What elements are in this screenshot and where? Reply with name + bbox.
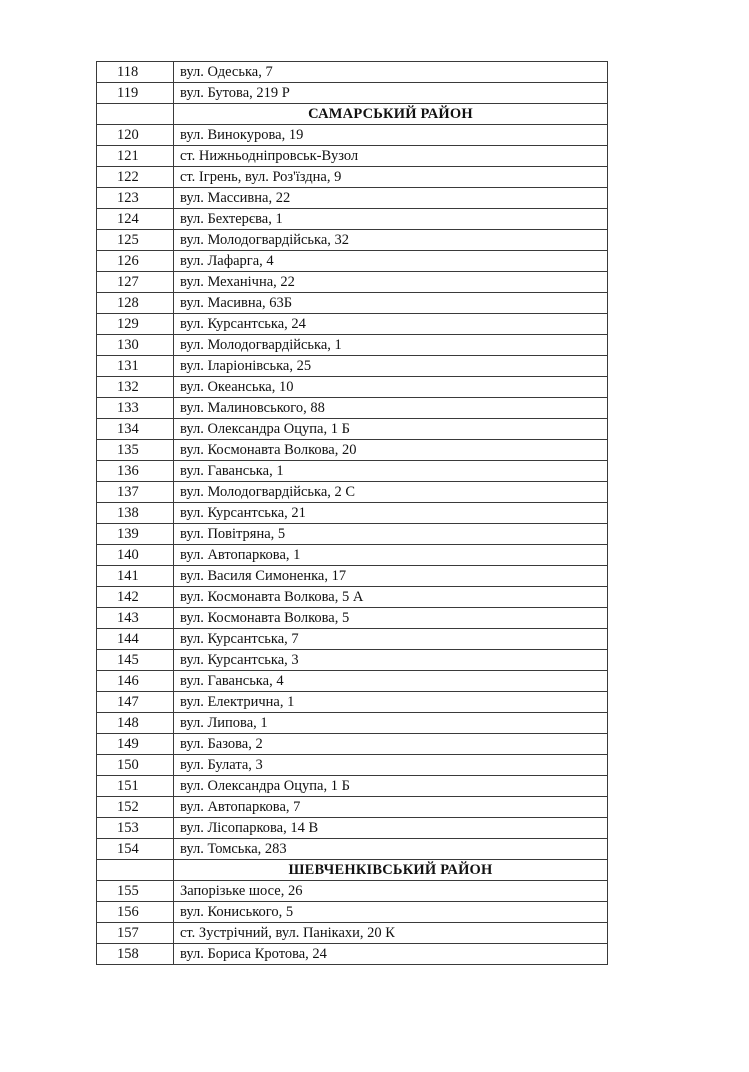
table-row [97,881,608,902]
row-address: вул. Механічна, 22 [174,272,608,293]
row-number: 142 [97,587,174,608]
row-address: вул. Булата, 3 [174,755,608,776]
row-address: вул. Василя Симоненка, 17 [174,566,608,587]
row-address: вул. Космонавта Волкова, 5 [174,608,608,629]
table-row [97,524,608,545]
row-address: вул. Автопаркова, 7 [174,797,608,818]
district-header-row [97,104,608,125]
row-number: 139 [97,524,174,545]
row-address: вул. Лафарга, 4 [174,251,608,272]
row-number: 156 [97,902,174,923]
district-number-cell [97,104,174,125]
row-address: вул. Океанська, 10 [174,377,608,398]
table-row [97,587,608,608]
table-row [97,650,608,671]
table-row [97,356,608,377]
row-address: вул. Винокурова, 19 [174,125,608,146]
address-table [96,61,608,965]
row-address: вул. Гаванська, 1 [174,461,608,482]
table-row [97,545,608,566]
table-row [97,440,608,461]
table-row [97,188,608,209]
row-number: 137 [97,482,174,503]
row-number: 150 [97,755,174,776]
table-row [97,398,608,419]
row-number: 144 [97,629,174,650]
table-row [97,671,608,692]
table-row [97,566,608,587]
row-number: 152 [97,797,174,818]
table-row [97,776,608,797]
row-address: вул. Курсантська, 7 [174,629,608,650]
row-address: ст. Нижньодніпровськ-Вузол [174,146,608,167]
row-number: 153 [97,818,174,839]
row-number: 118 [97,62,174,83]
address-table-body [97,62,608,965]
row-address: ст. Ігрень, вул. Роз'їздна, 9 [174,167,608,188]
row-address: вул. Малиновського, 88 [174,398,608,419]
row-number: 129 [97,314,174,335]
table-row [97,251,608,272]
row-number: 148 [97,713,174,734]
district-number-cell [97,860,174,881]
row-address: вул. Курсантська, 21 [174,503,608,524]
table-row [97,83,608,104]
row-number: 141 [97,566,174,587]
table-row [97,755,608,776]
row-number: 120 [97,125,174,146]
row-number: 146 [97,671,174,692]
row-number: 125 [97,230,174,251]
row-address: вул. Іларіонівська, 25 [174,356,608,377]
row-address: вул. Автопаркова, 1 [174,545,608,566]
row-number: 130 [97,335,174,356]
district-title: ШЕВЧЕНКІВСЬКИЙ РАЙОН [174,860,608,881]
table-row [97,125,608,146]
table-row [97,797,608,818]
row-address: вул. Електрична, 1 [174,692,608,713]
table-row [97,692,608,713]
row-number: 145 [97,650,174,671]
row-number: 128 [97,293,174,314]
table-row [97,734,608,755]
row-number: 133 [97,398,174,419]
row-number: 121 [97,146,174,167]
table-row [97,944,608,965]
table-row [97,419,608,440]
table-row [97,482,608,503]
table-row [97,293,608,314]
table-row [97,818,608,839]
row-address: вул. Олександра Оцупа, 1 Б [174,776,608,797]
row-number: 154 [97,839,174,860]
row-address: вул. Томська, 283 [174,839,608,860]
row-address: вул. Массивна, 22 [174,188,608,209]
row-number: 143 [97,608,174,629]
row-address: вул. Лісопаркова, 14 В [174,818,608,839]
table-row [97,629,608,650]
row-number: 136 [97,461,174,482]
table-row [97,314,608,335]
row-number: 151 [97,776,174,797]
row-number: 124 [97,209,174,230]
row-number: 126 [97,251,174,272]
row-address: вул. Бориса Кротова, 24 [174,944,608,965]
row-address: вул. Повітряна, 5 [174,524,608,545]
row-address: вул. Молодогвардійська, 2 С [174,482,608,503]
row-number: 131 [97,356,174,377]
row-address: вул. Молодогвардійська, 1 [174,335,608,356]
table-row [97,272,608,293]
table-row [97,230,608,251]
row-number: 135 [97,440,174,461]
row-address: вул. Кониського, 5 [174,902,608,923]
row-address: вул. Одеська, 7 [174,62,608,83]
row-address: вул. Космонавта Волкова, 5 А [174,587,608,608]
row-address: вул. Курсантська, 24 [174,314,608,335]
row-address: Запорізьке шосе, 26 [174,881,608,902]
row-number: 138 [97,503,174,524]
row-address: вул. Базова, 2 [174,734,608,755]
district-header-row [97,860,608,881]
row-number: 119 [97,83,174,104]
table-row [97,209,608,230]
row-address: вул. Гаванська, 4 [174,671,608,692]
table-row [97,146,608,167]
row-address: вул. Бутова, 219 Р [174,83,608,104]
row-number: 123 [97,188,174,209]
row-address: вул. Курсантська, 3 [174,650,608,671]
row-number: 127 [97,272,174,293]
row-number: 132 [97,377,174,398]
district-title: САМАРСЬКИЙ РАЙОН [174,104,608,125]
table-row [97,461,608,482]
row-address: вул. Космонавта Волкова, 20 [174,440,608,461]
row-number: 158 [97,944,174,965]
row-number: 140 [97,545,174,566]
row-number: 157 [97,923,174,944]
table-row [97,839,608,860]
row-address: вул. Масивна, 63Б [174,293,608,314]
table-row [97,503,608,524]
table-row [97,608,608,629]
table-row [97,335,608,356]
table-row [97,62,608,83]
row-number: 134 [97,419,174,440]
row-address: вул. Липова, 1 [174,713,608,734]
table-row [97,923,608,944]
row-number: 155 [97,881,174,902]
row-address: вул. Олександра Оцупа, 1 Б [174,419,608,440]
table-row [97,167,608,188]
table-row [97,902,608,923]
row-address: ст. Зустрічний, вул. Панікахи, 20 К [174,923,608,944]
row-address: вул. Молодогвардійська, 32 [174,230,608,251]
row-number: 149 [97,734,174,755]
table-row [97,377,608,398]
table-row [97,713,608,734]
row-number: 147 [97,692,174,713]
row-address: вул. Бехтерєва, 1 [174,209,608,230]
row-number: 122 [97,167,174,188]
